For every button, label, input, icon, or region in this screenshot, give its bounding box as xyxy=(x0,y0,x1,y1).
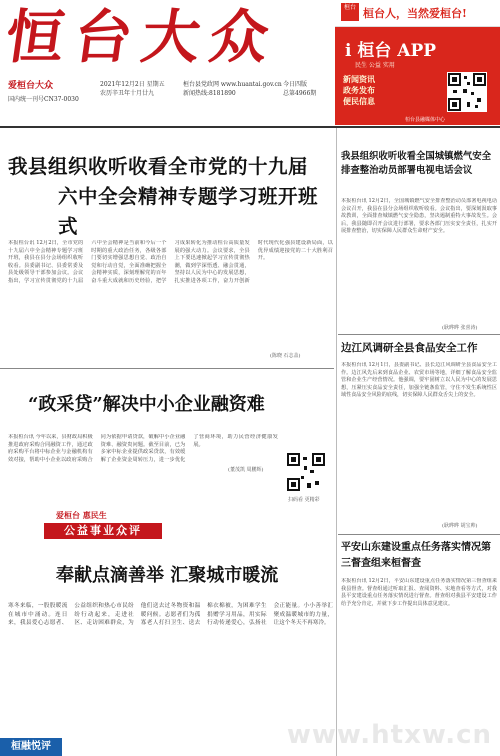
side-headline-3[interactable]: 平安山东建设重点任务落实情况第三督查组来桓督查 xyxy=(341,542,491,569)
ad-qr-code[interactable] xyxy=(447,72,487,112)
ad-app-title: i 桓台 APP xyxy=(345,41,437,61)
side-divider-1 xyxy=(338,334,500,335)
masthead-logo: 爱桓台大众 xyxy=(8,81,54,91)
site-watermark: www.htxw.cn xyxy=(286,720,492,750)
ad-feature-list xyxy=(343,74,375,107)
issue-date: 2021年12月2日 星期五 xyxy=(100,81,165,88)
side-headline-1[interactable]: 我县组织收听收看全国城镇燃气安全排查整治动员部署电视电话会议 xyxy=(341,151,492,176)
ad-footer: 桓台县融媒体中心 xyxy=(405,117,446,123)
qr-caption: 扫码看 更精彩 xyxy=(288,497,320,503)
lunar-date: 农历辛丑年十月廿九 xyxy=(100,90,155,97)
ad-feature-item: 新闻资讯 xyxy=(343,74,375,84)
contact-block xyxy=(183,80,282,98)
main-article-body: 本报桓台讯 12月2日，全市党的十九届六中全会精神专题学习班开班，我县在县分会场组织收听收看。县委副书记、县委常委及县处级领导干部参加会议。会议指出，学习宣传贯彻党的十九届六中全会精神是当前和今后一个时期的重大政治任务，各级各部门要切实增强思想自觉、政治自觉和行动自觉，全面准确把握全会精神实质，深刻理解党的百年奋斗重大成就和历史经验，把学习成果转化为推动桓台高质量发展的强大动力。会议要求，全县上下要迅速掀起学习宣传贯彻热潮，做到学深悟透、融会贯通，坚持以人民为中心的发展思想，扎实推进各项工作，奋力开创新时代现代化强县建设新局面，以优异成绩迎接党的二十大胜利召开。 xyxy=(8,240,333,284)
banner-small-label: 爱桓台 惠民生 xyxy=(56,510,107,520)
newspaper-title: 恒台大众 xyxy=(1,3,283,71)
ad-feature-item: 便民信息 xyxy=(343,96,375,106)
issue-block xyxy=(283,80,316,98)
finance-article-body: 本报桓台讯 今年以来，县财政局积极推进政府采购合同融资工作，通过政府采购平台将中标企业与金融机构有效对接，帮助中小企业以政府采购合同为依据申请贷款，破解中小企业融资难、融资贵问题。截至目前，已为多家中标企业提供政采贷款，有效缓解了企业资金周转压力，进一步优化了营商环境，助力民营经济健康发展。 xyxy=(8,434,278,463)
ad-feature-item: 政务发布 xyxy=(343,85,375,95)
masthead xyxy=(0,0,330,115)
masthead-divider xyxy=(0,126,500,128)
page-count: 今日四版 xyxy=(283,81,308,88)
finance-article-byline: (董茂凯 周鹏辉) xyxy=(228,467,264,473)
side-headline-2[interactable]: 边江风调研全县食品安全工作 xyxy=(341,342,478,354)
main-headline-line2: 六中全会精神专题学习班开班式 xyxy=(58,185,319,238)
side-divider-2 xyxy=(338,534,500,535)
side-article-2-byline: (耿晔晔 胡宝帅) xyxy=(442,523,478,529)
issue-number: 总第4966期 xyxy=(283,90,317,97)
ad-badge: 桓台 xyxy=(341,3,359,21)
banner-red-label: 公益事业众评 xyxy=(44,523,162,539)
ad-slogan: 桓台人，当然爱桓台! xyxy=(363,7,467,20)
side-article-3-body: 本报桓台讯 12月2日，平安山东建设重点任务落实情况第三督查组来我县督查。督查组通过听取汇报、查阅资料、实地查看等方式，对我县平安建设重点任务落实情况进行督查。督查组对我县平安建设工作给予充分肯定，并就下步工作提出具体意见建议。 xyxy=(341,578,497,607)
side-article-1-byline: (耿晔晔 张喜涛) xyxy=(442,325,478,331)
date-block xyxy=(100,80,165,98)
column-logo: 桓融悦评 xyxy=(0,738,62,756)
finance-headline[interactable]: “政采贷”解决中小企业融资难 xyxy=(28,394,265,415)
website-text: 桓台县党政网 www.huantai.gov.cn xyxy=(183,81,282,88)
app-advertisement[interactable] xyxy=(335,0,500,125)
charity-article-body: 寒冬来临，一股股暖流在城市中涌动。连日来，我县爱心志愿者、公益组织和热心市民纷纷行动起来，走进社区、走访困难群众，为他们送去过冬物资和温暖问候。志愿者们为孤寡老人打扫卫生、送去棉衣棉被，为困难学生捐赠学习用品，用实际行动传递爱心，弘扬社会正能量。小小善举汇聚成温暖城市的力量，让这个冬天不再寒冷。 xyxy=(8,603,333,627)
qr-icon xyxy=(286,452,326,492)
charity-headline[interactable]: 奉献点滴善举 汇聚城市暖流 xyxy=(56,565,279,586)
side-article-2-body: 本报桓台讯 12月1日，县委副书记、县长边江风调研全县食品安全工作。边江风先后来到食品企业、农贸市场等地，详细了解食品安全监管和企业生产经营情况。他强调，要牢固树立以人民为中心的发展思想，压紧压实食品安全责任，加强全链条监管，守住不发生系统性区域性食品安全风险的底线，切实保障人民群众舌尖上的安全。 xyxy=(341,362,497,398)
main-headline[interactable] xyxy=(8,152,333,242)
qr-icon xyxy=(447,72,487,112)
side-article-1-body: 本报桓台讯 12月2日，全国城镇燃气安全排查整治动员部署电视电话会议召开，我县在县分会场组织收听收看。会议指出，要深刻汲取事故教训，全面排查城镇燃气安全隐患，坚决遏制重特大事故发生。会后，我县随即召开会议进行部署，要求各部门压实安全责任，扎实开展排查整治，切实保障人民群众生命财产安全。 xyxy=(341,198,497,234)
news-phone: 新闻热线:8181890 xyxy=(183,90,236,97)
main-headline-line1: 我县组织收听收看全市党的十九届 xyxy=(8,155,309,178)
main-article-byline: (陈晓 石志盖) xyxy=(270,353,301,359)
column-divider xyxy=(336,128,337,756)
ad-top-strip xyxy=(335,0,500,27)
cn-number: 国内统一刊号CN37-0030 xyxy=(8,96,79,103)
ad-app-subtitle: 民生 公益 实用 xyxy=(355,62,395,69)
section-divider xyxy=(0,368,334,369)
finance-qr-code[interactable] xyxy=(286,452,326,492)
